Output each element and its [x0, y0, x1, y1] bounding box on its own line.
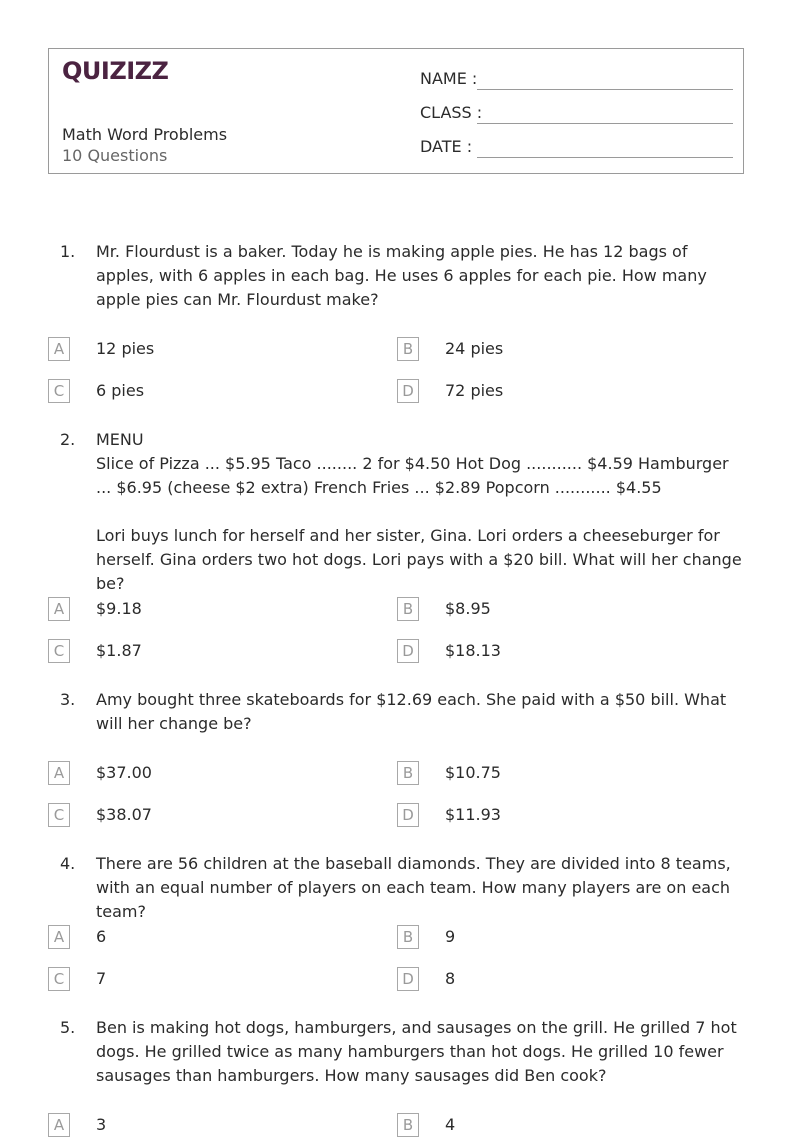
question-text-body: Mr. Flourdust is a baker. Today he is making apple pies. He has 12 bags of apples, with 6 apples in each bag. He uses 6 apples for each pie. How many apple pies can Mr. Flourdust make? — [96, 242, 707, 309]
question-text-body: Lori buys lunch for herself and her sister, Gina. Lori orders a cheeseburger for herself. Gina orders two hot dogs. Lori pays with a $20 bill. What will her change be? — [96, 526, 742, 593]
option-text: 8 — [445, 969, 456, 988]
option-letter: A — [48, 1113, 70, 1137]
option-letter: A — [48, 337, 70, 361]
option-text: 24 pies — [445, 339, 504, 358]
option-letter: D — [397, 379, 419, 403]
question-text-body: There are 56 children at the baseball diamonds. They are divided into 8 teams, with an equal number of players on each team. How many players are on each team? — [96, 854, 731, 921]
class-line[interactable] — [477, 123, 733, 124]
option-text: 6 pies — [96, 381, 145, 400]
option-letter: B — [397, 925, 419, 949]
option-text: $11.93 — [445, 805, 501, 824]
question-text — [96, 852, 746, 924]
option-letter: D — [397, 803, 419, 827]
question-text — [96, 240, 746, 312]
class-label: CLASS : — [420, 103, 483, 122]
option-letter: A — [48, 597, 70, 621]
question-text — [96, 688, 746, 736]
worksheet-title: Math Word Problems — [62, 125, 228, 144]
option-text: $38.07 — [96, 805, 152, 824]
quizizz-logo: QUIZIZZ — [62, 57, 169, 85]
question-number: 4. — [60, 854, 76, 873]
question-text-body: Ben is making hot dogs, hamburgers, and sausages on the grill. He grilled 7 hot dogs. He grilled twice as many hamburgers than hot dogs. He grilled 10 fewer sausages than hamburgers. How many sausages did Ben cook? — [96, 1018, 737, 1085]
option-letter: D — [397, 639, 419, 663]
option-text: $37.00 — [96, 763, 152, 782]
date-line[interactable] — [477, 157, 733, 158]
option-text: 72 pies — [445, 381, 504, 400]
option-text: 3 — [96, 1115, 107, 1134]
option-letter: C — [48, 639, 70, 663]
option-letter: D — [397, 967, 419, 991]
question-number: 2. — [60, 430, 76, 449]
option-letter: C — [48, 803, 70, 827]
question-text-body: Amy bought three skateboards for $12.69 each. She paid with a $50 bill. What will her change be? — [96, 690, 727, 733]
option-letter: A — [48, 761, 70, 785]
question-text — [96, 1016, 746, 1088]
date-label: DATE : — [420, 137, 473, 156]
option-text: 4 — [445, 1115, 456, 1134]
question-count: 10 Questions — [62, 146, 168, 165]
option-text: 9 — [445, 927, 456, 946]
worksheet-header — [48, 48, 744, 174]
option-letter: C — [48, 379, 70, 403]
option-letter: B — [397, 1113, 419, 1137]
option-text: $18.13 — [445, 641, 501, 660]
option-text: 7 — [96, 969, 107, 988]
question-text — [96, 428, 746, 596]
option-letter: B — [397, 597, 419, 621]
question-number: 3. — [60, 690, 76, 709]
question-number: 1. — [60, 242, 76, 261]
question-number: 5. — [60, 1018, 76, 1037]
option-letter: A — [48, 925, 70, 949]
option-text: $9.18 — [96, 599, 142, 618]
option-letter: C — [48, 967, 70, 991]
menu-items: Slice of Pizza ... $5.95 Taco ........ 2 for $4.50 Hot Dog ........... $4.59 Hamburger ... $6.95 (cheese $2 extra) French Fries ... $2.89 Popcorn ........... $4.55 — [96, 454, 729, 497]
name-line[interactable] — [477, 89, 733, 90]
option-letter: B — [397, 761, 419, 785]
option-letter: B — [397, 337, 419, 361]
option-text: $8.95 — [445, 599, 491, 618]
option-text: $10.75 — [445, 763, 501, 782]
option-text: 12 pies — [96, 339, 155, 358]
name-label: NAME : — [420, 69, 478, 88]
menu-title: MENU — [96, 430, 144, 449]
option-text: 6 — [96, 927, 107, 946]
option-text: $1.87 — [96, 641, 142, 660]
